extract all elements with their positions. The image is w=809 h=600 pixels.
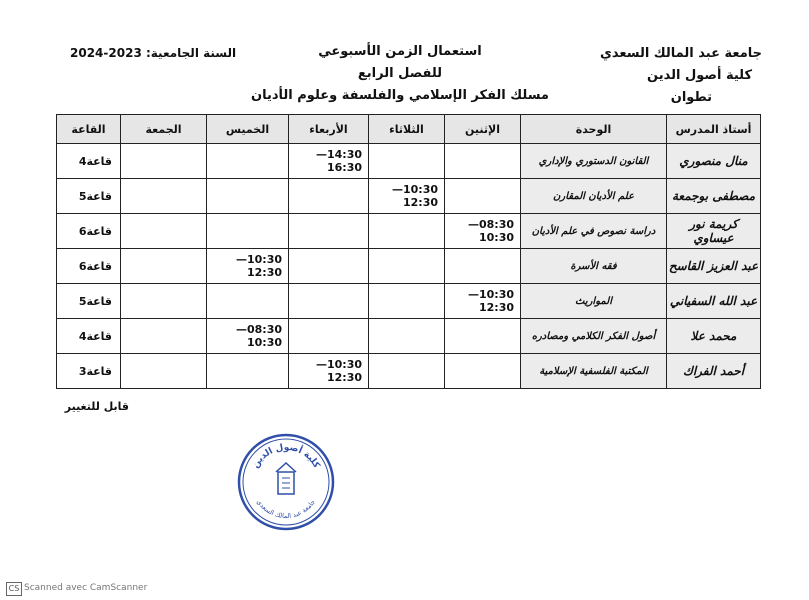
tuesday-cell (369, 214, 445, 249)
header-monday: الإثنين (445, 115, 521, 144)
faculty-name: كلية أصول الدين (647, 68, 752, 83)
friday-cell (121, 179, 207, 214)
tuesday-cell (369, 284, 445, 319)
thursday-cell (207, 144, 289, 179)
wednesday-cell: 14:30—16:30 (289, 144, 369, 179)
unit-cell: علم الأديان المقارن (521, 179, 667, 214)
table-row (57, 144, 761, 179)
friday-cell (121, 284, 207, 319)
unit-cell: دراسة نصوص في علم الأديان (521, 214, 667, 249)
table-row (57, 354, 761, 389)
room-cell: قاعة4 (57, 319, 121, 354)
room-cell: قاعة3 (57, 354, 121, 389)
monday-cell (445, 319, 521, 354)
academic-year: السنة الجامعية: 2023-2024 (70, 46, 237, 60)
camscanner-logo-icon: CS (6, 582, 22, 596)
scanner-watermark: Scanned avec CamScanner (24, 583, 148, 593)
header-thursday: الخميس (207, 115, 289, 144)
stamp-emblem-icon (276, 463, 296, 494)
table-row (57, 214, 761, 249)
room-cell: قاعة6 (57, 214, 121, 249)
teacher-cell: عبد الله السفياني (667, 284, 761, 319)
unit-cell: فقه الأسرة (521, 249, 667, 284)
svg-text:جامعة عبد المالك السعدي (255, 498, 317, 520)
table-row (57, 319, 761, 354)
tuesday-cell (369, 354, 445, 389)
schedule-body (57, 144, 761, 389)
thursday-cell: 10:30—12:30 (207, 249, 289, 284)
tuesday-cell (369, 249, 445, 284)
thursday-cell (207, 214, 289, 249)
friday-cell (121, 319, 207, 354)
thursday-cell (207, 179, 289, 214)
wednesday-cell (289, 214, 369, 249)
subject-to-change-note: قابل للتغيير (64, 400, 129, 413)
header-wednesday: الأربعاء (289, 115, 369, 144)
wednesday-cell (289, 284, 369, 319)
teacher-cell: محمد علا (667, 319, 761, 354)
table-header-row (57, 115, 761, 144)
title-line-3: مسلك الفكر الإسلامي والفلسفة وعلوم الأديان (251, 88, 549, 103)
schedule-table (56, 114, 761, 389)
room-cell: قاعة5 (57, 284, 121, 319)
faculty-stamp (236, 432, 336, 532)
friday-cell (121, 249, 207, 284)
room-cell: قاعة6 (57, 249, 121, 284)
header-teacher: أستاذ المدرس (667, 115, 761, 144)
unit-cell: المواريث (521, 284, 667, 319)
teacher-cell: عبد العزيز القاسح (667, 249, 761, 284)
monday-cell (445, 249, 521, 284)
unit-cell: المكتبة الفلسفية الإسلامية (521, 354, 667, 389)
friday-cell (121, 214, 207, 249)
wednesday-cell (289, 249, 369, 284)
monday-cell: 10:30—12:30 (445, 284, 521, 319)
teacher-cell: مصطفى بوجمعة (667, 179, 761, 214)
table-row (57, 249, 761, 284)
monday-cell (445, 179, 521, 214)
thursday-cell (207, 284, 289, 319)
university-name: جامعة عبد المالك السعدي (599, 46, 762, 61)
tuesday-cell (369, 319, 445, 354)
teacher-cell: أحمد الفراك (667, 354, 761, 389)
header-friday: الجمعة (121, 115, 207, 144)
monday-cell (445, 144, 521, 179)
teacher-cell: كريمة نور عيساوي (667, 214, 761, 249)
room-cell: قاعة5 (57, 179, 121, 214)
city-name: تطوان (670, 90, 712, 105)
tuesday-cell: 10:30—12:30 (369, 179, 445, 214)
wednesday-cell: 10:30—12:30 (289, 354, 369, 389)
title-line-2: للفصل الرابع (357, 66, 443, 81)
unit-cell: القانون الدستوري والإداري (521, 144, 667, 179)
unit-cell: أصول الفكر الكلامي ومصادره (521, 319, 667, 354)
header-unit: الوحدة (521, 115, 667, 144)
stamp-text-bottom: جامعة عبد المالك السعدي (255, 498, 317, 521)
monday-cell (445, 354, 521, 389)
thursday-cell (207, 354, 289, 389)
wednesday-cell (289, 319, 369, 354)
table-row (57, 179, 761, 214)
stamp-text-top: كلية أصول الدين (250, 442, 322, 471)
tuesday-cell (369, 144, 445, 179)
wednesday-cell (289, 179, 369, 214)
monday-cell: 08:30—10:30 (445, 214, 521, 249)
header-room: القاعة (57, 115, 121, 144)
table-row (57, 284, 761, 319)
thursday-cell: 08:30—10:30 (207, 319, 289, 354)
friday-cell (121, 354, 207, 389)
header-tuesday: الثلاثاء (369, 115, 445, 144)
title-line-1: استعمال الزمن الأسبوعي (318, 44, 482, 59)
friday-cell (121, 144, 207, 179)
room-cell: قاعة4 (57, 144, 121, 179)
teacher-cell: منال منصوري (667, 144, 761, 179)
